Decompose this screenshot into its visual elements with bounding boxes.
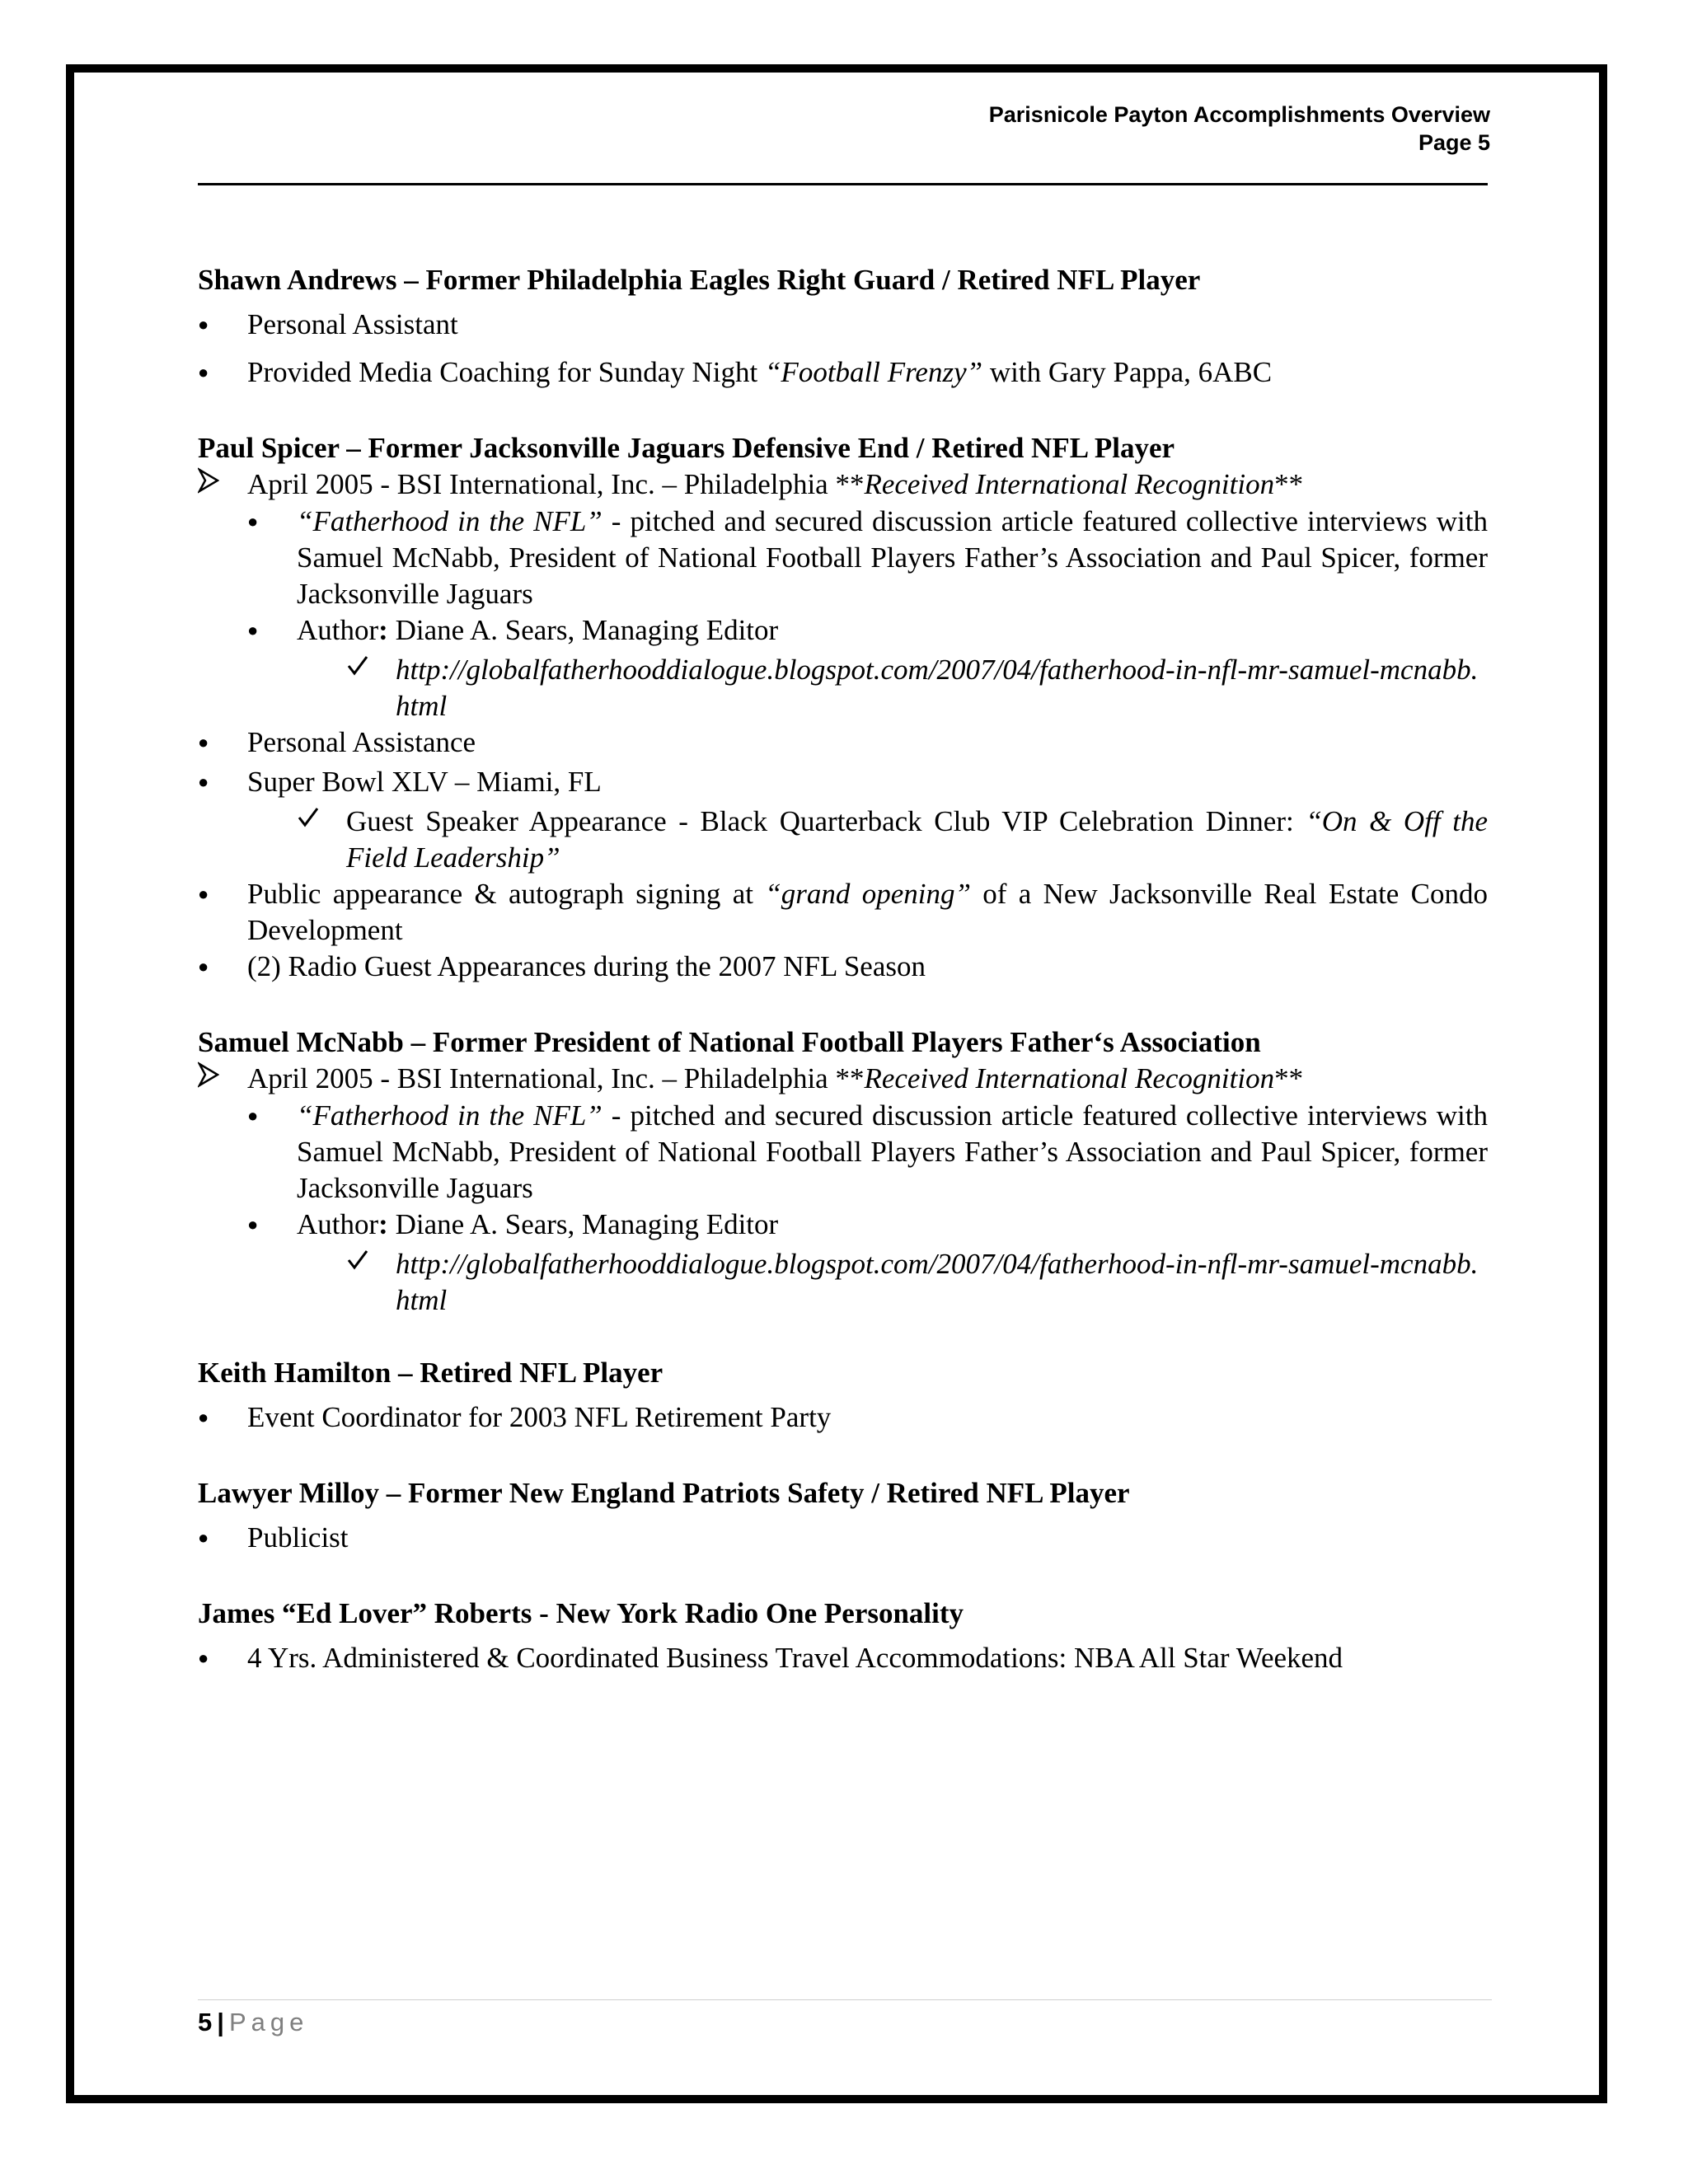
list-item: ● Personal Assistance <box>198 724 1488 764</box>
bullet-icon: ● <box>198 732 209 752</box>
section-title-milloy: Lawyer Milloy – Former New England Patriots Safety / Retired NFL Player <box>198 1477 1130 1509</box>
list-item: ● (2) Radio Guest Appearances during the 2007 NFL Season <box>198 949 1488 988</box>
list-item <box>198 1246 1488 1319</box>
list-item: ● Provided Media Coaching for Sunday Night “Football Frenzy” with Gary Pappa, 6ABC <box>198 354 1488 394</box>
page-header <box>989 101 1490 157</box>
arrow-bullet-icon <box>198 1061 219 1089</box>
bullet-icon: ● <box>198 362 209 382</box>
list-item: April 2005 - BSI International, Inc. – Philadelphia **Received International Recognition** <box>198 1061 1488 1098</box>
header-page: Page 5 <box>1418 130 1490 155</box>
list-item: Guest Speaker Appearance - Black Quarterback Club VIP Celebration Dinner: “On & Off the Field Leadership” <box>198 804 1488 876</box>
list-item: ● Public appearance & autograph signing at “grand opening” of a New Jacksonville Real Estate Condo Development <box>198 878 1489 946</box>
bullet-icon: ● <box>198 1407 209 1427</box>
checkmark-icon <box>346 652 369 680</box>
bullet-icon: ● <box>198 956 209 977</box>
bullet-icon: ● <box>198 883 209 904</box>
section-title-roberts: James “Ed Lover” Roberts - New York Radio One Personality <box>198 1597 964 1629</box>
bullet-icon: ● <box>247 1105 259 1126</box>
bullet-icon: ● <box>198 1647 209 1668</box>
list-item: ● Super Bowl XLV – Miami, FL <box>198 764 1488 804</box>
list-item: ● Personal Assistant <box>198 307 1488 346</box>
list-item: ● Event Coordinator for 2003 NFL Retirement Party <box>198 1399 1488 1439</box>
section-title-mcnabb: Samuel McNabb – Former President of National Football Players Father‘s Association <box>198 1026 1261 1058</box>
list-item: ● Author: Diane A. Sears, Managing Editor <box>198 612 1488 652</box>
list-item: ● “Fatherhood in the NFL” - pitched and secured discussion article featured collective interviews with Samuel McNabb, President of National Football Players Father’s Association and Paul Spicer, former Jacksonville Jaguars <box>247 1099 1488 1204</box>
list-item: ● Publicist <box>198 1520 1488 1559</box>
footer-divider <box>198 1999 1492 2000</box>
section-title-hamilton: Keith Hamilton – Retired NFL Player <box>198 1357 663 1389</box>
footer-page-number: 5 <box>198 2008 213 2036</box>
list-item <box>198 652 1488 724</box>
page-footer <box>198 2006 308 2039</box>
bullet-icon: ● <box>198 771 209 792</box>
bullet-icon: ● <box>247 620 259 640</box>
list-item: ● 4 Yrs. Administered & Coordinated Business Travel Accommodations: NBA All Star Weekend <box>198 1640 1488 1680</box>
document-body <box>198 262 1488 1680</box>
article-link[interactable]: http://globalfatherhooddialogue.blogspot.com/2007/04/fatherhood-in-nfl-mr-samuel-mcnabb.html <box>396 1248 1479 1316</box>
list-item: ● “Fatherhood in the NFL” - pitched and secured discussion article featured collective interviews with Samuel McNabb, President of National Football Players Father’s Association and Paul Spicer, former Jacksonville Jaguars <box>247 505 1488 610</box>
section-title-andrews: Shawn Andrews – Former Philadelphia Eagles Right Guard / Retired NFL Player <box>198 264 1201 296</box>
bullet-icon: ● <box>247 511 259 532</box>
header-divider <box>198 183 1488 185</box>
header-title: Parisnicole Payton Accomplishments Overview <box>988 102 1490 127</box>
section-title-spicer: Paul Spicer – Former Jacksonville Jaguars Defensive End / Retired NFL Player <box>198 432 1175 464</box>
arrow-bullet-icon <box>198 466 219 494</box>
bullet-icon: ● <box>198 1527 209 1548</box>
bullet-icon: ● <box>198 314 209 335</box>
list-item: ● Author: Diane A. Sears, Managing Editor <box>198 1207 1488 1246</box>
footer-separator: | <box>217 2008 224 2036</box>
footer-page-word: Page <box>228 2008 309 2036</box>
checkmark-icon <box>297 804 320 832</box>
article-link[interactable]: http://globalfatherhooddialogue.blogspot.com/2007/04/fatherhood-in-nfl-mr-samuel-mcnabb.html <box>396 654 1479 722</box>
list-item: April 2005 - BSI International, Inc. – Philadelphia **Received International Recognition** <box>198 466 1488 504</box>
bullet-icon: ● <box>247 1214 259 1235</box>
checkmark-icon <box>346 1246 369 1274</box>
